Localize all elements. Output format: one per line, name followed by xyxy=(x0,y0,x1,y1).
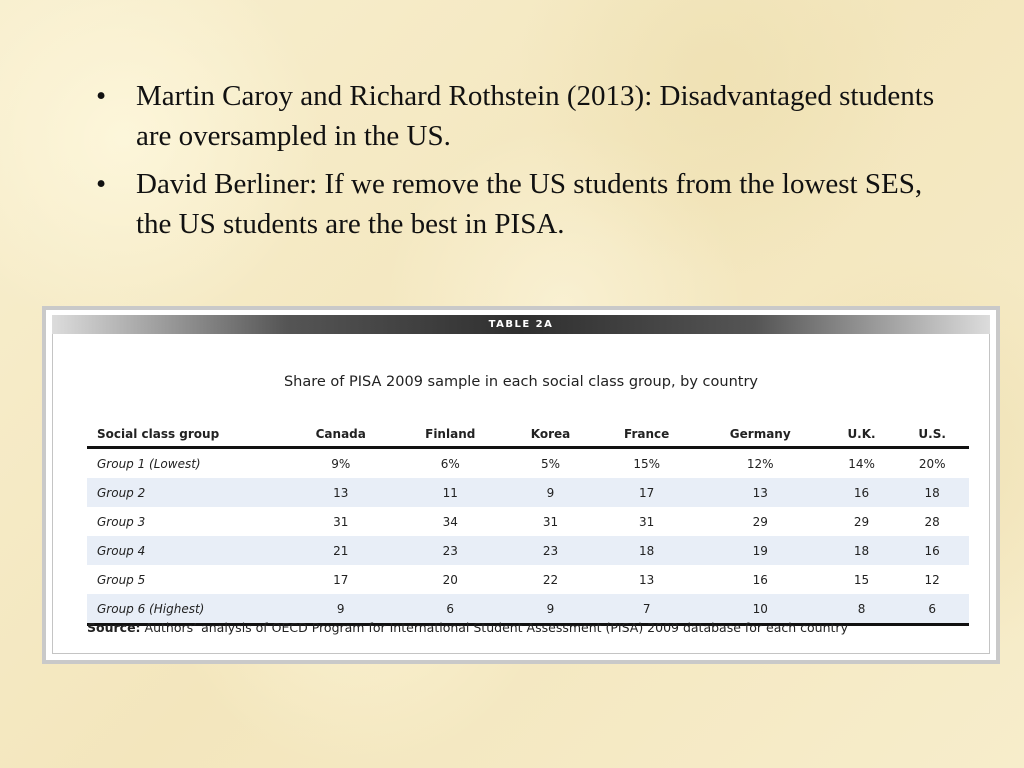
table-cell: 10 xyxy=(693,594,828,625)
table-cell: 12 xyxy=(924,572,940,587)
table-cell: 5% xyxy=(540,456,561,471)
table-cell: 31 xyxy=(639,514,655,529)
table-cell: 18 xyxy=(895,478,969,507)
table-cell: 6% xyxy=(440,456,460,471)
source-text: Authors’ analysis of OECD Program for International Student Assessment (PISA) 2009 database for each country xyxy=(144,620,848,635)
header-row xyxy=(87,422,969,448)
table-cell: 12% xyxy=(746,456,774,471)
table-cell: 34 xyxy=(442,514,458,529)
bullet-text: David Berliner: If we remove the US students from the lowest SES, the US students are the best in PISA. xyxy=(136,168,923,240)
table-cell: 29 xyxy=(752,514,768,529)
table-row xyxy=(87,536,969,565)
table-cell: 13 xyxy=(693,478,828,507)
table-cell: 9 xyxy=(500,594,600,625)
table-source-note xyxy=(87,620,848,635)
row-label: Group 2 xyxy=(87,478,281,507)
table-cell: 23 xyxy=(400,536,500,565)
table-cell: 8 xyxy=(828,594,896,625)
row-label: Group 6 (Highest) xyxy=(87,594,281,625)
table-cell: 15 xyxy=(853,572,870,587)
column-header: Social class group xyxy=(87,422,281,448)
table-cell: 11 xyxy=(400,478,500,507)
column-header: France xyxy=(601,422,693,448)
table-cell: 31 xyxy=(333,514,349,529)
table-cell: 15% xyxy=(633,456,660,471)
column-header: Korea xyxy=(500,422,600,448)
table-cell: 23 xyxy=(500,536,600,565)
table-cell: 16 xyxy=(828,478,896,507)
bullet-list xyxy=(96,76,936,252)
column-header: U.K. xyxy=(828,422,896,448)
row-label: Group 3 xyxy=(97,514,146,529)
row-label: Group 4 xyxy=(87,536,281,565)
column-header: U.S. xyxy=(895,422,969,448)
table-panel xyxy=(52,334,990,654)
table-cell: 19 xyxy=(693,536,828,565)
bullet-text: Martin Caroy and Richard Rothstein (2013): Disadvantaged students are oversampled in the US. xyxy=(136,80,935,152)
table-row xyxy=(87,507,969,536)
table-cell: 29 xyxy=(853,514,870,529)
table-cell: 13 xyxy=(639,572,655,587)
table-cell: 18 xyxy=(828,536,896,565)
table-cell: 14% xyxy=(848,456,875,471)
table-cell: 17 xyxy=(333,572,349,587)
row-label: Group 5 xyxy=(97,572,146,587)
column-header: Finland xyxy=(400,422,500,448)
table-cell: 17 xyxy=(601,478,693,507)
bullet-item xyxy=(96,76,936,156)
table-cell: 9% xyxy=(331,456,351,471)
column-header: Canada xyxy=(281,422,400,448)
table-row xyxy=(87,478,969,507)
table-figure xyxy=(46,310,996,660)
table-cell: 22 xyxy=(542,572,559,587)
data-table xyxy=(87,422,969,626)
table-cell: 18 xyxy=(601,536,693,565)
column-header: Germany xyxy=(693,422,828,448)
table-cell: 16 xyxy=(895,536,969,565)
table-label: TABLE 2A xyxy=(52,315,990,334)
table-title: Share of PISA 2009 sample in each social class group, by country xyxy=(283,374,759,390)
table-cell: 6 xyxy=(400,594,500,625)
row-label: Group 1 (Lowest) xyxy=(97,456,201,471)
table-row xyxy=(87,565,969,594)
table-cell: 28 xyxy=(924,514,940,529)
table-cell: 13 xyxy=(281,478,400,507)
bullet-dot: • xyxy=(96,168,107,200)
table-cell: 7 xyxy=(601,594,693,625)
table-cell: 20 xyxy=(442,572,458,587)
table-cell: 21 xyxy=(281,536,400,565)
table-cell: 31 xyxy=(542,514,559,529)
bullet-item xyxy=(96,164,936,244)
bullet-dot: • xyxy=(96,80,107,112)
table-cell: 9 xyxy=(281,594,400,625)
source-label: Source: xyxy=(87,620,141,635)
table-cell: 16 xyxy=(752,572,768,587)
table-row xyxy=(87,448,969,479)
table-cell: 9 xyxy=(500,478,600,507)
table-cell: 20% xyxy=(918,456,946,471)
table-cell: 6 xyxy=(895,594,969,625)
